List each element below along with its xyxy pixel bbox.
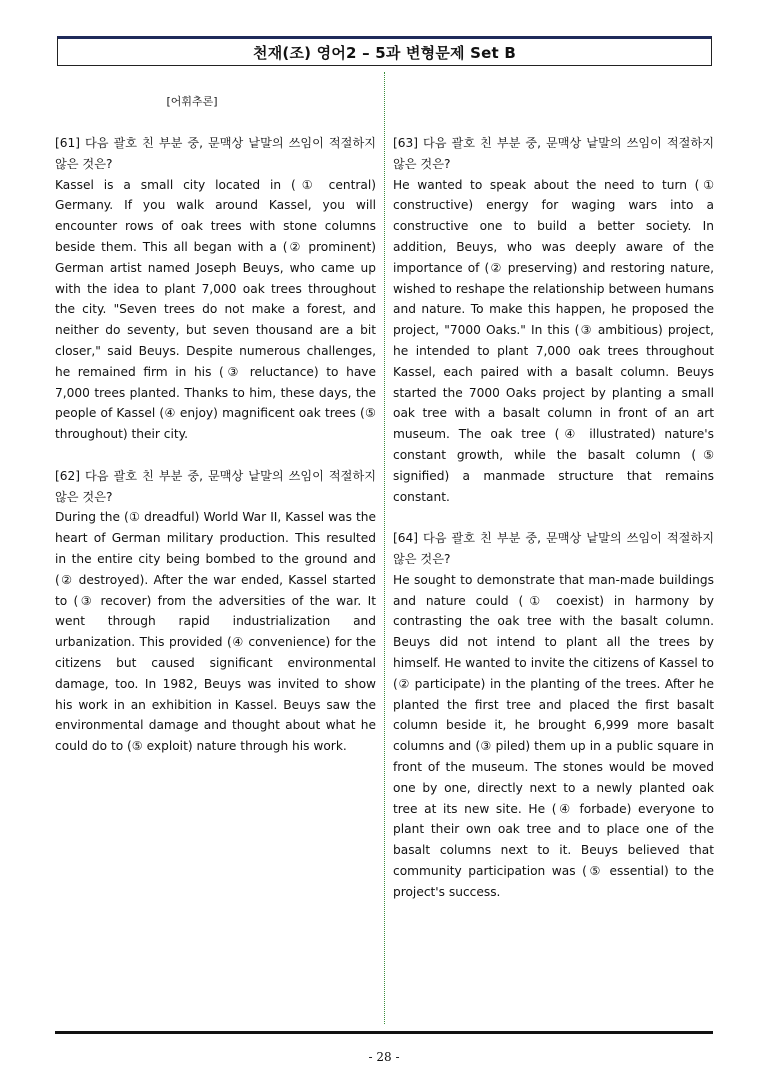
question-passage: He wanted to speak about the need to turn (① constructive) energy for waging wars into a constructive one to build a better society. In addition, Beuys, who was deeply aware of the importance of (② preserving) and restoring nature, wished to reshape the relationship between humans and nature. To make this happen, he proposed the project, "7000 Oaks." In this (③ ambitious) project, he intended to plant 7,000 oak trees throughout Kassel, each paired with a basalt column. Beuys started the 7000 Oaks project by planting a small oak tree with a basalt column in front of an art museum. The oak tree (④ illustrated) nature's constant growth, while the basalt column (⑤ signified) a manmade structure that remains constant. xyxy=(393,177,714,504)
question-prompt: [64] 다음 괄호 친 부분 중, 문맥상 낱말의 쓰임이 적절하지 않은 것은? xyxy=(393,531,714,566)
question-61 xyxy=(55,133,376,445)
page-number: - 28 - xyxy=(368,1050,400,1064)
question-64 xyxy=(393,528,714,902)
header-box xyxy=(57,36,712,66)
footer-rule xyxy=(55,1031,713,1034)
question-62 xyxy=(55,466,376,757)
question-passage: Kassel is a small city located in (① central) Germany. If you walk around Kassel, you will encounter rows of oak trees with stone columns beside them. This all began with a (② prominent) German artist named Joseph Beuys, who came up with the idea to plant 7,000 oak trees throughout the city. "Seven trees do not make a forest, and neither do seventy, but seven thousand are a bit closer," said Beuys. Despite numerous challenges, he remained firm in his (③ reluctance) to have 7,000 trees planted. Thanks to him, these days, the people of Kassel (④ enjoy) magnificent oak trees (⑤ throughout) their city. xyxy=(55,177,376,442)
right-column xyxy=(393,133,714,923)
page-title: 천재(조) 영어2 – 5과 변형문제 Set B xyxy=(253,43,516,62)
question-prompt: [62] 다음 괄호 친 부분 중, 문맥상 낱말의 쓰임이 적절하지 않은 것은? xyxy=(55,468,376,504)
section-label: [어휘추론] xyxy=(166,95,218,108)
column-divider xyxy=(384,72,385,1024)
question-prompt: [63] 다음 괄호 친 부분 중, 문맥상 낱말의 쓰임이 적절하지 않은 것은? xyxy=(393,136,714,171)
question-63 xyxy=(393,133,714,507)
left-column xyxy=(55,133,376,778)
question-passage: He sought to demonstrate that man-made buildings and nature could (① coexist) in harmony by contrasting the oak tree with the basalt column. Beuys did not intend to plant all the trees by himself. He wanted to invite the citizens of Kassel to (② participate) in the planting of the trees. After he planted the first tree and placed the first basalt column beside it, he brought 6,999 more basalt columns and (③ piled) them up in a public square in front of the museum. The stones would be moved one by one, directly next to a newly planted oak tree at its new site. He (④ forbade) everyone to plant their own oak tree and to place one of the basalt columns next to it. Beuys believed that community participation was (⑤ essential) to the project's success. xyxy=(393,572,714,899)
question-passage: During the (① dreadful) World War II, Kassel was the heart of German military production. This resulted in the entire city being bombed to the ground and (② destroyed). After the war ended, Kassel started to (③ recover) from the adversities of the war. It went through rapid industrialization and urbanization. This provided (④ convenience) for the citizens but caused significant environmental damage, too. In 1982, Beuys was invited to show his work in an exhibition in Kassel. Beuys saw the environmental damage and thought about what he could do to (⑤ exploit) nature through his work. xyxy=(55,510,376,754)
question-prompt: [61] 다음 괄호 친 부분 중, 문맥상 낱말의 쓰임이 적절하지 않은 것은? xyxy=(55,136,376,171)
